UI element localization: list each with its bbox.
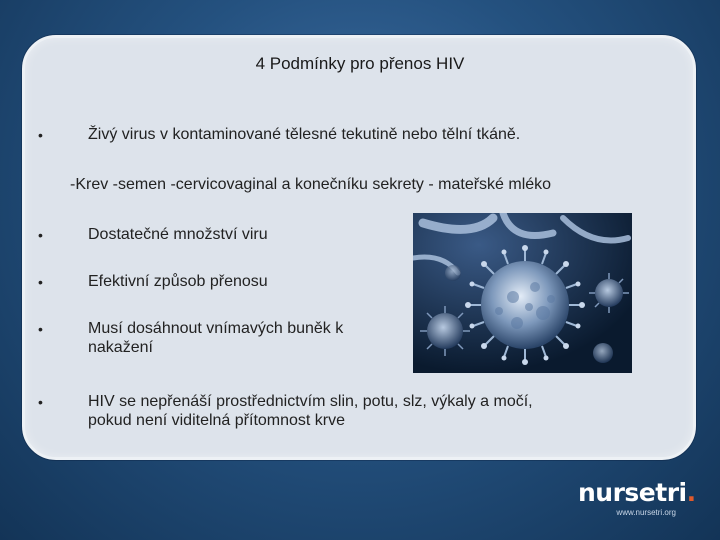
bullet-text-not-transmitted [88,392,533,430]
bullet-text-live-virus: Živý virus v kontaminované tělesné tekutině nebo tělní tkáně. [88,126,521,143]
bullet-text-effective-route: Efektivní způsob přenosu [88,273,268,290]
slide-title: 4 Podmínky pro přenos HIV [255,54,465,73]
logo-url: www.nursetri.org [616,508,676,517]
bullet-marker: • [38,227,43,243]
bullet-marker: • [38,321,43,337]
bullet-text-sufficient-amount: Dostatečné množství viru [88,226,268,243]
bullet-text-line: pokud není viditelná přítomnost krve [88,412,346,429]
logo-wordmark: nursetri. [578,478,696,507]
body-fluids-line: -Krev -semen -cervicovaginal a konečníku sekrety - mateřské mléko [70,176,552,193]
bullet-text-line: nakažení [88,339,153,356]
nursetri-logo [578,478,696,517]
virus-illustration [413,213,632,373]
bullet-marker: • [38,394,43,410]
bullet-marker: • [38,274,43,290]
bullet-text-line: Musí dosáhnout vnímavých buněk k [88,320,344,337]
bullet-text-line: HIV se nepřenáší prostřednictvím slin, potu, slz, výkaly a močí, [88,393,533,410]
bullet-marker: • [38,127,43,143]
bullet-text-reach-cells [88,319,343,357]
